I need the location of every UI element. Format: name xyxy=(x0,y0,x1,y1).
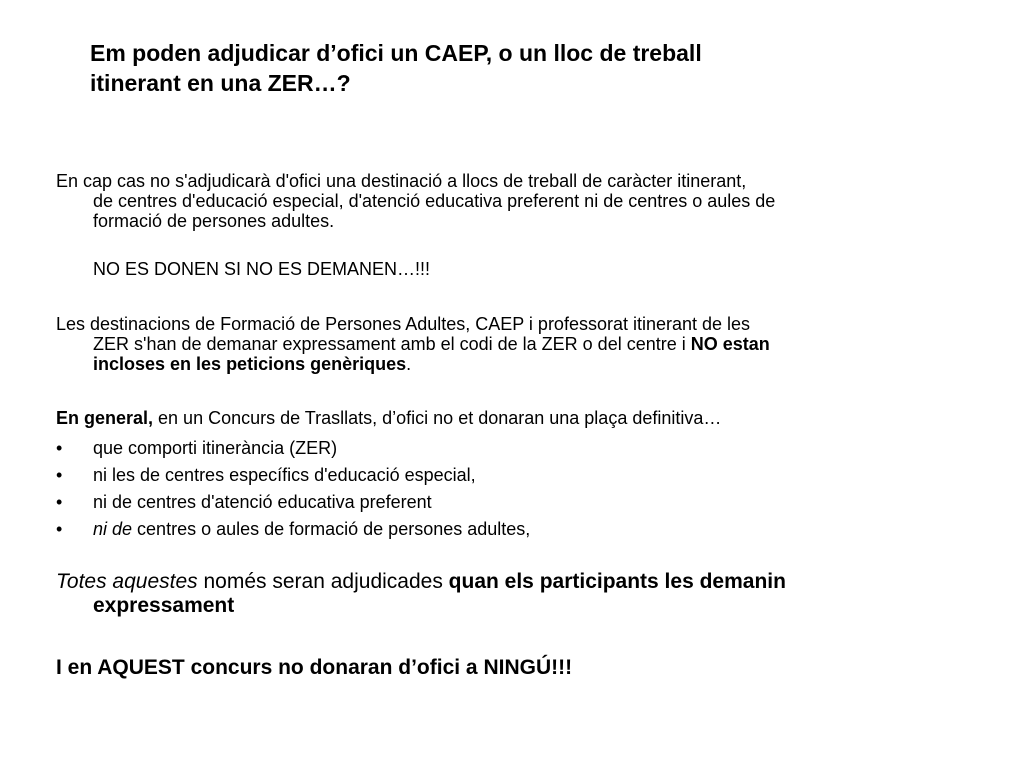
bullet-text-4-italic: ni de xyxy=(93,519,133,539)
p4-mid: només seran adjudicades xyxy=(197,570,449,593)
paragraph-emphasis xyxy=(56,259,976,279)
p2-line-2-text: ZER s'han de demanar expressament amb el codi de la ZER o del centre i xyxy=(93,334,691,354)
bullet-marker: • xyxy=(56,465,63,485)
p1-line-2: de centres d'educació especial, d'atenció educativa preferent ni de centres o aules de xyxy=(93,191,776,211)
title-line-2: itinerant en una ZER…? xyxy=(90,70,351,96)
bullet-text-4: centres o aules de formació de persones adultes, xyxy=(132,519,531,539)
title-line-1: Em poden adjudicar d’ofici un CAEP, o un lloc de treball xyxy=(90,40,702,66)
paragraph-conclusion xyxy=(56,656,976,680)
p3-bold: En general, xyxy=(56,408,154,428)
p3-rest: en un Concurs de Trasllats, d’ofici no et donaran una plaça definitiva… xyxy=(153,408,722,428)
p1-line-1: En cap cas no s'adjudicarà d'ofici una destinació a llocs de treball de caràcter itinerant, xyxy=(56,171,747,191)
bullet-marker: • xyxy=(56,519,63,539)
p4-bold-2: expressament xyxy=(93,594,235,617)
p2-line-3 xyxy=(56,354,976,374)
bullet-item-3 xyxy=(56,492,432,512)
paragraph-itinerant xyxy=(56,171,976,231)
p1-emphasis: NO ES DONEN SI NO ES DEMANEN…!!! xyxy=(93,259,431,279)
paragraph-totes-aquestes xyxy=(56,570,976,618)
bullet-item-2 xyxy=(56,465,476,485)
bullet-item-4 xyxy=(56,519,530,539)
p2-line-1: Les destinacions de Formació de Persones Adultes, CAEP i professorat itinerant de les xyxy=(56,314,751,334)
paragraph-en-general xyxy=(56,408,976,428)
bullet-item-1 xyxy=(56,438,337,458)
p1-line-3: formació de persones adultes. xyxy=(93,211,335,231)
p4-italic: Totes aquestes xyxy=(56,570,198,593)
slide-title xyxy=(90,38,950,98)
bullet-marker: • xyxy=(56,492,63,512)
bullet-marker: • xyxy=(56,438,63,458)
p2-line-2 xyxy=(56,334,976,354)
p2-period: . xyxy=(406,354,412,374)
bullet-text-3: ni de centres d'atenció educativa preferent xyxy=(93,492,432,512)
bullet-text-1: que comporti itinerància (ZER) xyxy=(93,438,338,458)
p2-no-estan: NO estan xyxy=(690,334,770,354)
p2-incloses: incloses en les peticions genèriques xyxy=(93,354,407,374)
p5-text: I en AQUEST concurs no donaran d’ofici a NINGÚ!!! xyxy=(56,656,573,679)
p4-bold-1: quan els participants les demanin xyxy=(448,570,786,593)
paragraph-destinacions xyxy=(56,314,976,374)
bullet-text-2: ni les de centres específics d'educació especial, xyxy=(93,465,476,485)
